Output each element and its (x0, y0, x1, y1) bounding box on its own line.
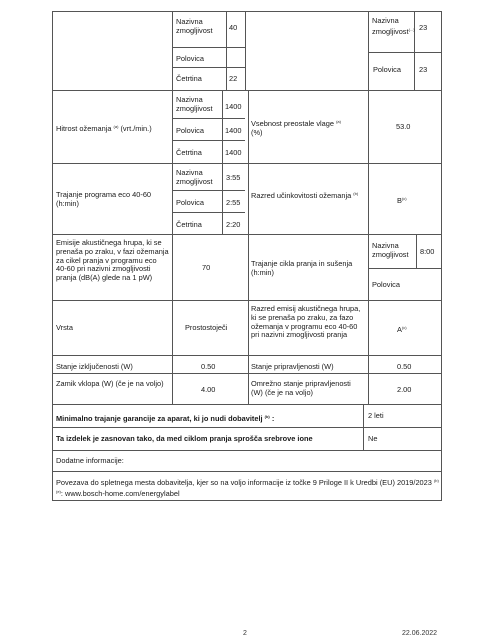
line (368, 52, 442, 53)
line (52, 163, 442, 164)
label-duration-rated: Nazivna zmogljivost (176, 168, 213, 186)
label-wash-dry-duration: Trajanje cikla pranja in sušenja (h:min) (251, 259, 353, 277)
label-noise-emission: Emisije akustičnega hrupa, ki se prenaša po zraku, v fazi ožemanja za cikel pranja v programu eco 40-60 pri nazivni zmogljivosti pranja (dB(A) glede na 1 pW) (56, 238, 169, 283)
label-rated-capacity-right: Nazivna zmogljivost(...) (372, 16, 415, 36)
line (172, 90, 173, 234)
value-warranty: 2 leti (368, 411, 384, 420)
label-spin-half: Polovica (176, 126, 204, 135)
value-duration-quarter: 2:20 (226, 220, 241, 229)
value-rated-capacity-right: 23 (419, 23, 428, 32)
line (172, 67, 245, 68)
energylabel-link[interactable]: : www.bosch-home.com/energylabel (60, 489, 180, 498)
label-wd-half: Polovica (372, 280, 400, 289)
line (52, 500, 442, 501)
value-off-mode: 0.50 (201, 362, 216, 371)
line (52, 450, 442, 451)
value-standby: 0.50 (397, 362, 412, 371)
line (172, 118, 245, 119)
line (368, 268, 442, 269)
line (52, 11, 53, 500)
line (248, 234, 249, 404)
line (172, 140, 245, 141)
line (368, 90, 369, 234)
line (368, 11, 369, 90)
label-silver-ions: Ta izdelek je zasnovan tako, da med ciklom pranja sprošča srebrove ione (56, 434, 313, 443)
label-warranty: Minimalno trajanje garancije za aparat, ki jo nudi dobavitelj $^{(b)}$ : (56, 414, 275, 423)
label-wd-rated: Nazivna zmogljivost (372, 241, 409, 259)
line (172, 47, 245, 48)
value-spin-class: $B^{(c)}$ (397, 196, 407, 205)
line (172, 190, 245, 191)
line (52, 404, 442, 405)
line (52, 355, 442, 356)
line (172, 212, 245, 213)
line (52, 373, 442, 374)
label-standby: Stanje pripravljenosti (W) (251, 362, 334, 371)
label-spin-speed: Hitrost ožemanja $^{(a)}$ (vrt./min.) (56, 124, 152, 133)
page-number: 2 (243, 630, 247, 637)
line (52, 471, 442, 472)
line (52, 90, 442, 91)
value-network-standby: 2.00 (397, 385, 412, 394)
value-wd-rated: 8:00 (420, 247, 435, 256)
label-rated-capacity: Nazivna zmogljivost (176, 17, 213, 35)
line (52, 300, 442, 301)
line (245, 11, 246, 90)
line (368, 234, 369, 404)
line (172, 11, 173, 90)
label-off-mode: Stanje izključenosti (W) (56, 362, 133, 371)
line (222, 90, 223, 234)
line (52, 427, 442, 428)
label-type: Vrsta (56, 323, 73, 332)
line (172, 234, 173, 404)
label-half-right: Polovica (373, 65, 401, 74)
label-noise-class: Razred emisij akustičnega hrupa, ki se prenaša po zraku, za fazo ožemanja v programu eco 40-60 pri nazivni zmogljivosti pranja (251, 304, 361, 340)
label-duration-half: Polovica (176, 198, 204, 207)
line (416, 234, 417, 268)
label-spin-quarter: Četrtina (176, 148, 202, 157)
value-noise-class: $A^{(c)}$ (397, 325, 407, 334)
label-network-standby: Omrežno stanje pripravljenosti (W) (če je na voljo) (251, 379, 351, 397)
value-duration-rated: 3:55 (226, 173, 241, 182)
label-eco-duration: Trajanje programa eco 40-60 (h:min) (56, 190, 152, 208)
line (441, 11, 442, 500)
label-duration-quarter: Četrtina (176, 220, 202, 229)
label-half: Polovica (176, 54, 204, 63)
value-noise-emission: 70 (202, 263, 211, 272)
value-silver-ions: Ne (368, 434, 378, 443)
value-type: Prostostoječi (185, 323, 228, 332)
value-spin-quarter: 1400 (225, 148, 242, 157)
line (363, 404, 364, 450)
line (248, 90, 249, 234)
label-additional-info: Dodatne informacije: (56, 456, 124, 465)
value-delay-start: 4.00 (201, 385, 216, 394)
supplier-link-text: Povezava do spletnega mesta dobavitelja, kjer so na voljo informacije iz točke 9 Priloge II k Uredbi (EU) 2019/2023 $^{(b) (e)}$: www.bosch-home.com/energylabel (56, 478, 439, 498)
value-duration-half: 2:55 (226, 198, 241, 207)
value-residual-moisture: 53.0 (396, 122, 411, 131)
label-quarter: Četrtina (176, 74, 202, 83)
value-spin-rated: 1400 (225, 102, 242, 111)
label-residual-moisture: Vsebnost preostale vlage $^{(a)}$ (%) (251, 119, 341, 137)
value-rated-capacity: 40 (229, 23, 238, 32)
label-delay-start: Zamik vklopa (W) (če je na voljo) (56, 379, 164, 388)
label-spin-rated: Nazivna zmogljivost (176, 95, 213, 113)
value-half-right: 23 (419, 65, 428, 74)
document-date: 22.06.2022 (402, 630, 438, 637)
line (52, 11, 442, 12)
label-spin-class: Razred učinkovitosti ožemanja $^{(b)}$ (251, 191, 359, 200)
line (414, 11, 415, 90)
line (52, 234, 442, 235)
line (226, 11, 227, 90)
value-spin-half: 1400 (225, 126, 242, 135)
value-quarter: 22 (229, 74, 238, 83)
